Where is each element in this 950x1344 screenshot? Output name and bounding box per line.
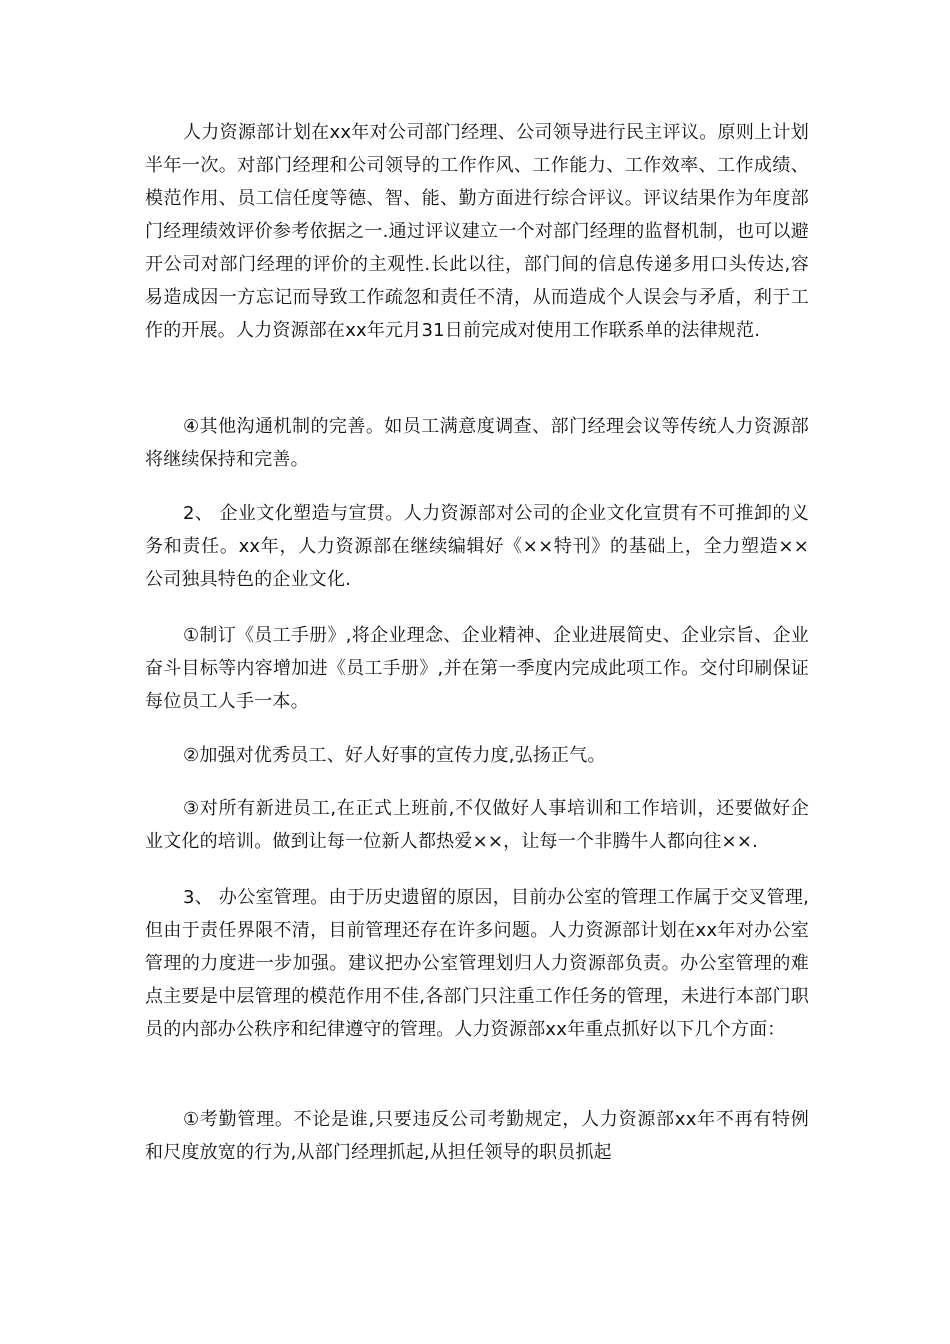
paragraph-other-communication: ④其他沟通机制的完善。如员工满意度调查、部门经理会议等传统人力资源部将继续保持和完善。 xyxy=(145,416,809,470)
paragraph-attendance-management: ①考勤管理。不论是谁,只要违反公司考勤规定，人力资源部xx年不再有特例和尺度放宽的行为,从部门经理抓起,从担任领导的职员抓起 xyxy=(145,1109,809,1163)
paragraph-democratic-review: 人力资源部计划在xx年对公司部门经理、公司领导进行民主评议。原则上计划半年一次。对部门经理和公司领导的工作作风、工作能力、工作效率、工作成绩、模范作用、员工信任度等德、智、能、勤方面进行综合评议。评议结果作为年度部门经理绩效评价参考依据之一.通过评议建立一个对部门经理的监督机制，也可以避开公司对部门经理的评价的主观性.长此以往，部门间的信息传递多用口头传达,容易造成因一方忘记而导致工作疏忽和责任不清，从而造成个人误会与矛盾，利于工作的开展。人力资源部在xx年元月31日前完成对使用工作联系单的法律规范. xyxy=(145,122,809,341)
paragraph-employee-handbook: ①制订《员工手册》,将企业理念、企业精神、企业进展简史、企业宗旨、企业奋斗目标等内容增加进《员工手册》,并在第一季度内完成此项工作。交付印刷保证每位员工人手一本。 xyxy=(145,625,809,712)
paragraph-promotion: ②加强对优秀员工、好人好事的宣传力度,弘扬正气。 xyxy=(183,745,606,766)
paragraph-corporate-culture: 2、 企业文化塑造与宣贯。人力资源部对公司的企业文化宣贯有不可推卸的义务和责任。xx年，人力资源部在继续编辑好《××特刊》的基础上，全力塑造××公司独具特色的企业文化. xyxy=(145,503,809,590)
paragraph-new-employee-training: ③对所有新进员工,在正式上班前,不仅做好人事培训和工作培训，还要做好企业文化的培训。做到让每一位新人都热爱××，让每一个非腾牛人都向往××. xyxy=(145,798,809,852)
paragraph-office-management: 3、 办公室管理。由于历史遗留的原因，目前办公室的管理工作属于交叉管理,但由于责任界限不清，目前管理还存在许多问题。人力资源部计划在xx年对办公室管理的力度进一步加强。建议把办公室管理划归人力资源部负责。办公室管理的难点主要是中层管理的模范作用不佳,各部门只注重工作任务的管理，未进行本部门职员的内部办公秩序和纪律遵守的管理。人力资源部xx年重点抓好以下几个方面： xyxy=(145,887,809,1040)
